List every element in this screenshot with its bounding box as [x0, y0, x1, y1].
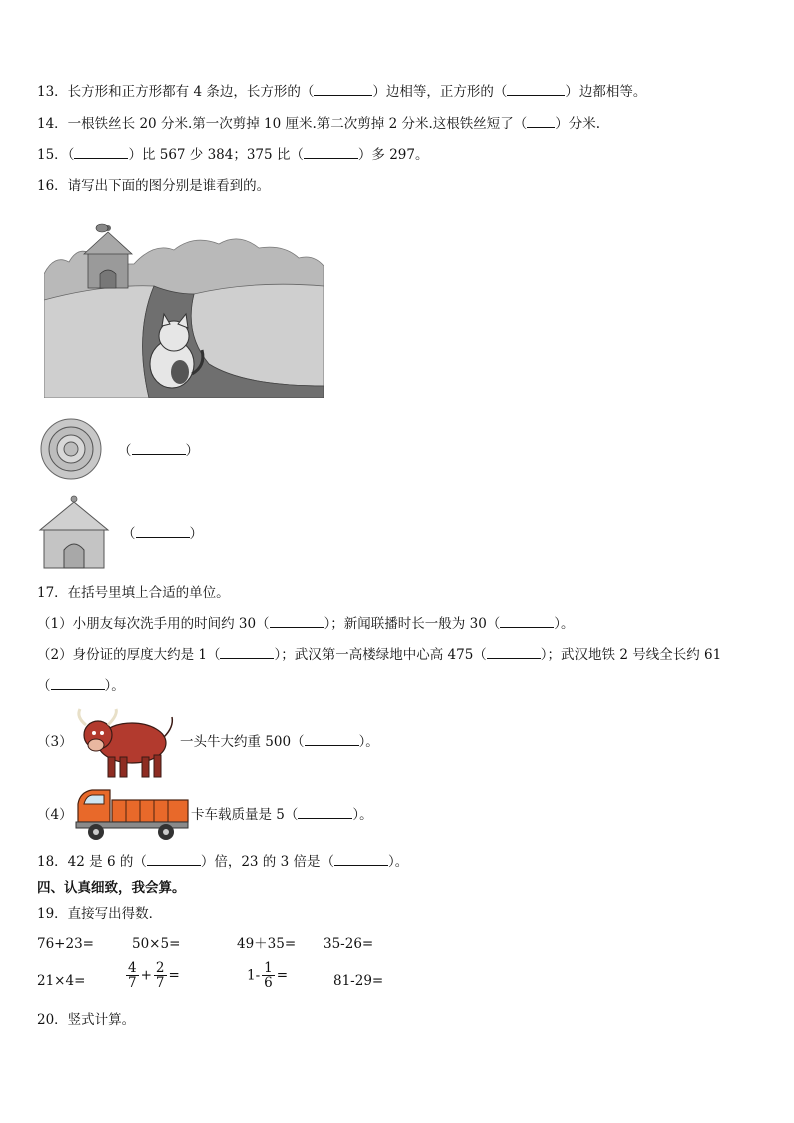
question-17-part-3: 一头牛大约重 500（ ）。: [180, 734, 379, 750]
answer-blank[interactable]: [51, 677, 105, 690]
truck-image: [74, 786, 190, 844]
fraction-subtract-expression: 1- $\frac{1}{6}$ =: [247, 960, 289, 991]
fraction: $\frac{1}{6}$: [264, 960, 273, 991]
calc-item: 81-29=: [333, 973, 384, 989]
calc-item: 76+23=: [37, 936, 94, 952]
calc-item: 50×5=: [132, 936, 181, 952]
question-15: 15．（ ）比 567 少 384；375 比（ ）多 297。: [37, 147, 429, 163]
fraction-sum-expression: $\frac{4}{7}$ + $\frac{2}{7}$ =: [128, 960, 180, 991]
section-4-title: 四、认真细致，我会算。: [37, 880, 186, 896]
question-17-part-4-label: （4）: [37, 807, 73, 823]
answer-blank[interactable]: [527, 115, 555, 128]
calc-item: 35-26=: [323, 936, 374, 952]
answer-blank[interactable]: [298, 806, 352, 819]
fraction: $\frac{4}{7}$: [128, 960, 137, 991]
fraction: $\frac{2}{7}$: [155, 960, 165, 991]
calc-item: 21×4=: [37, 973, 86, 989]
question-18: 18．42 是 6 的（ ）倍，23 的 3 倍是（ ）。: [37, 854, 409, 870]
answer-blank[interactable]: [136, 525, 190, 538]
answer-blank[interactable]: [487, 646, 541, 659]
question-16: 16．请写出下面的图分别是谁看到的。: [37, 178, 271, 194]
answer-blank[interactable]: [334, 853, 388, 866]
question-17-part-2: （2）身份证的厚度大约是 1（ ）；武汉第一高楼绿地中心高 475（ ）；武汉地铁 2 号线全长约 61: [37, 647, 722, 663]
question-17-part-1: （1）小朋友每次洗手用的时间约 30（ ）；新闻联播时长一般为 30（ ）。: [37, 616, 575, 632]
answer-blank[interactable]: [304, 146, 358, 159]
answer-blank[interactable]: [132, 442, 186, 455]
answer-line-option-2: （ ）: [122, 526, 203, 542]
bull-image: [74, 707, 178, 781]
answer-blank[interactable]: [74, 146, 128, 159]
question-17-part-2-continued: （ ）。: [37, 678, 125, 694]
answer-blank[interactable]: [507, 83, 565, 96]
question-19: 19．直接写出得数．: [37, 906, 163, 922]
question-17-part-3-label: （3）: [37, 734, 73, 750]
front-view-tower-image: [38, 494, 110, 570]
question-13: 13．长方形和正方形都有 4 条边，长方形的（ ）边相等，正方形的（ ）边都相等。: [37, 84, 647, 100]
answer-blank[interactable]: [147, 853, 201, 866]
top-view-tower-image: [37, 417, 105, 481]
answer-blank[interactable]: [500, 615, 554, 628]
answer-blank[interactable]: [314, 83, 372, 96]
question-14: 14．一根铁丝长 20 分米.第一次剪掉 10 厘米.第二次剪掉 2 分米.这根铁丝短了（ ）分米.: [37, 116, 601, 132]
answer-blank[interactable]: [305, 733, 359, 746]
answer-blank[interactable]: [220, 646, 274, 659]
calc-item: 49＋35=: [237, 936, 297, 952]
scene-illustration: [44, 214, 324, 398]
answer-line-option-1: （ ）: [118, 443, 199, 459]
question-17: 17．在括号里填上合适的单位。: [37, 585, 230, 601]
answer-blank[interactable]: [270, 615, 324, 628]
question-17-part-4: 卡车载质量是 5（ ）。: [191, 807, 373, 823]
question-20: 20．竖式计算。: [37, 1012, 136, 1028]
